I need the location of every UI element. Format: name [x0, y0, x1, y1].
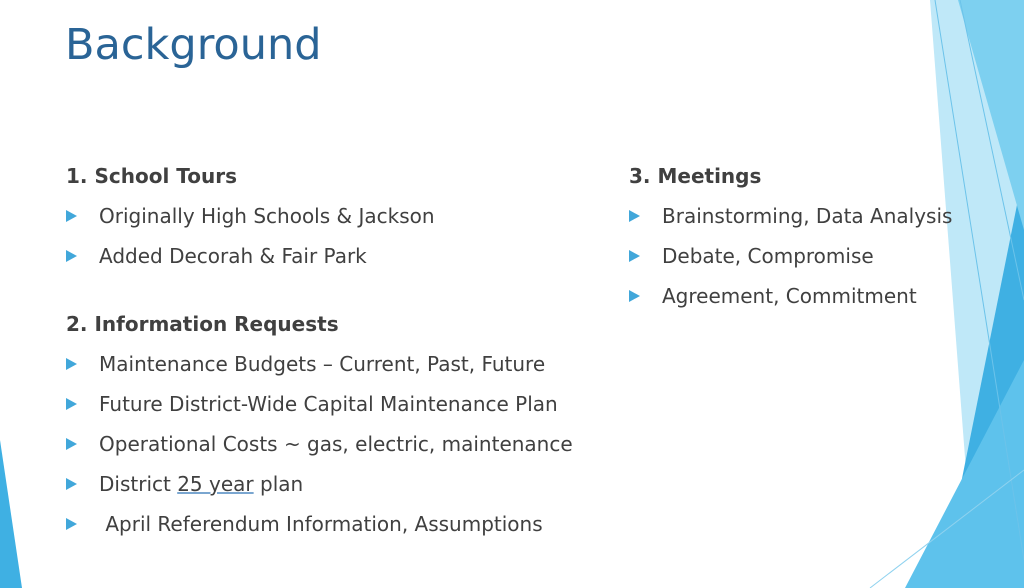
bullet-arrow-icon — [66, 358, 77, 370]
list-item-text: April Referendum Information, Assumptions — [99, 512, 543, 536]
list-item-text: Debate, Compromise — [662, 244, 874, 268]
bullet-arrow-icon — [629, 250, 640, 262]
bullet-arrow-icon — [629, 210, 640, 222]
list-item-text-prefix: District — [99, 472, 178, 496]
list-item-text: Agreement, Commitment — [662, 284, 917, 308]
list-item-text: Maintenance Budgets – Current, Past, Future — [99, 352, 546, 376]
bullet-arrow-icon — [66, 518, 77, 530]
bullet-arrow-icon — [66, 250, 77, 262]
slide-title: Background — [65, 20, 322, 70]
list-item-text: Added Decorah & Fair Park — [99, 244, 367, 268]
decor-triangle-bottom-left — [0, 440, 22, 588]
list-item-text: Brainstorming, Data Analysis — [662, 204, 953, 228]
bullet-arrow-icon — [66, 398, 77, 410]
section-heading-school-tours: 1. School Tours — [66, 164, 238, 188]
underlined-term: 25 year — [177, 472, 254, 496]
list-item-text: Future District-Wide Capital Maintenance Plan — [99, 392, 558, 416]
bullet-arrow-icon — [629, 290, 640, 302]
list-item-text: Operational Costs ~ gas, electric, maintenance — [99, 432, 573, 456]
section-heading-meetings: 3. Meetings — [629, 164, 762, 188]
bullet-arrow-icon — [66, 210, 77, 222]
list-item-text: Originally High Schools & Jackson — [99, 204, 435, 228]
section-heading-information-requests: 2. Information Requests — [66, 312, 339, 336]
bullet-arrow-icon — [66, 438, 77, 450]
bullet-arrow-icon — [66, 478, 77, 490]
list-item-text — [99, 472, 303, 496]
list-item-text-suffix: plan — [253, 472, 304, 496]
